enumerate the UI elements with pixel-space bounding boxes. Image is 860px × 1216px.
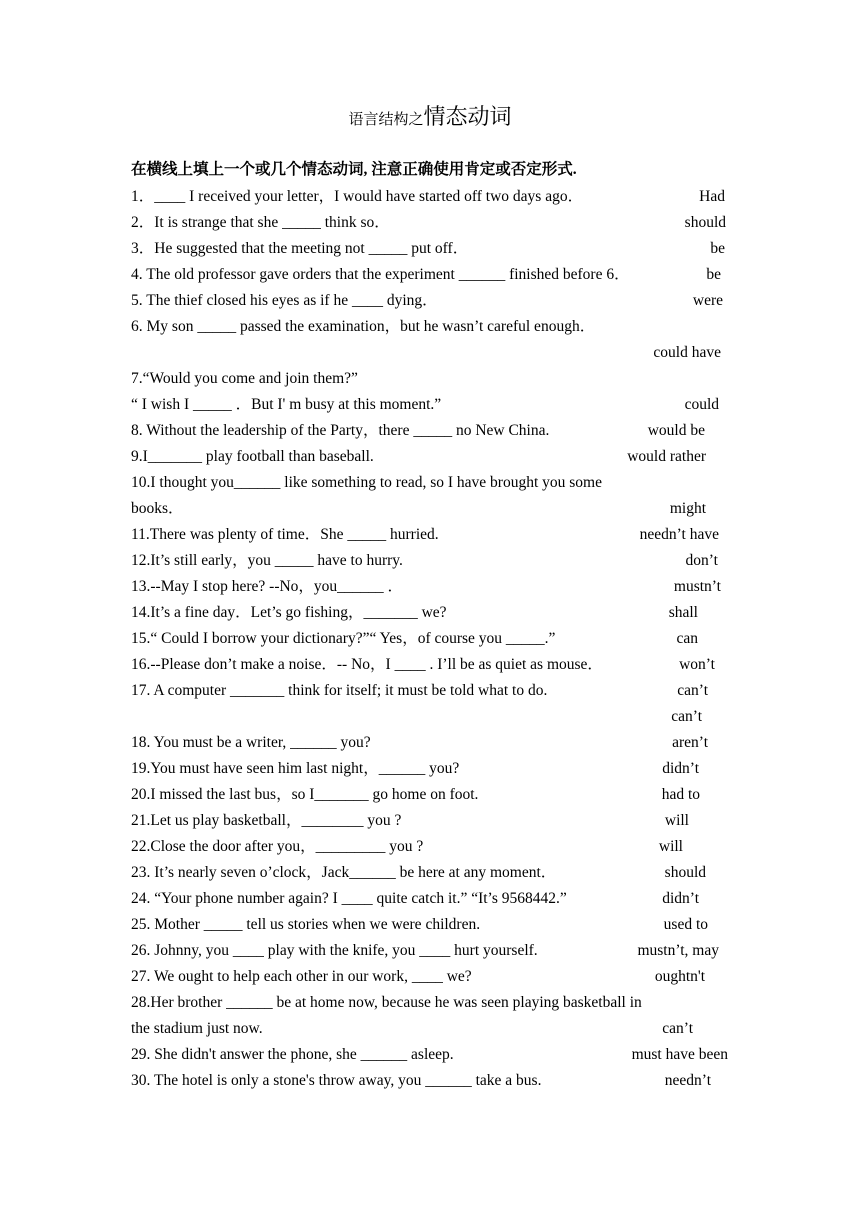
answer-key: should <box>684 214 726 231</box>
answer-key: must have been <box>631 1046 728 1063</box>
answer-key: would be <box>647 422 705 439</box>
exercise-line: 18. You must be a writer, ______ you? <box>131 734 371 751</box>
title-main: 情态动词 <box>423 104 512 129</box>
answer-key: didn’t <box>662 890 699 907</box>
answer-key: would rather <box>627 448 706 465</box>
exercise-line: 3．He suggested that the meeting not _____ put off． <box>131 240 469 257</box>
answer-key: were <box>692 292 723 309</box>
instruction: 在横线上填上一个或几个情态动词, 注意正确使用肯定或否定形式. <box>131 161 577 178</box>
exercise-line: 9.I_______ play football than baseball. <box>131 448 374 465</box>
answer-key: didn’t <box>662 760 699 777</box>
answer-key: mustn’t <box>673 578 721 595</box>
answer-key: will <box>664 812 689 829</box>
answer-key: be <box>706 266 721 283</box>
exercise-line: 28.Her brother ______ be at home now, because he was seen playing basketball in <box>131 994 642 1011</box>
answer-key: won’t <box>679 656 715 673</box>
answer-key: can’t <box>677 682 708 699</box>
title-prefix: 语言结构之 <box>348 112 424 128</box>
answer-key: can <box>676 630 698 647</box>
answer-key: shall <box>668 604 698 621</box>
answer-key: can’t <box>671 708 702 725</box>
exercise-line: 21.Let us play basketball，________ you ? <box>131 812 402 829</box>
exercise-line: 22.Close the door after you，_________ you ? <box>131 838 424 855</box>
answer-key: will <box>658 838 683 855</box>
exercise-line: books． <box>131 500 184 517</box>
answer-key: might <box>669 500 706 517</box>
exercise-line: 27. We ought to help each other in our work, ____ we? <box>131 968 472 985</box>
exercise-line: 5. The thief closed his eyes as if he ____ dying． <box>131 292 438 309</box>
exercise-line: 17. A computer _______ think for itself; it must be told what to do. <box>131 682 548 699</box>
exercise-line: 15.“ Could I borrow your dictionary?”“ Yes，of course you _____.” <box>131 630 556 647</box>
exercise-line: 2．It is strange that she _____ think so． <box>131 214 390 231</box>
answer-key: aren’t <box>672 734 708 751</box>
page-title <box>0 100 860 137</box>
answer-key: Had <box>699 188 725 205</box>
exercise-line: 26. Johnny, you ____ play with the knife, you ____ hurt yourself. <box>131 942 538 959</box>
exercise-line: 4. The old professor gave orders that the experiment ______ finished before 6． <box>131 266 630 283</box>
exercise-line: “ I wish I _____ ．But I' m busy at this moment.” <box>131 396 442 413</box>
answer-key: had to <box>661 786 700 803</box>
answer-key: could <box>684 396 719 413</box>
exercise-line: 24. “Your phone number again? I ____ quite catch it.” “It’s 9568442.” <box>131 890 567 907</box>
answer-key: mustn’t, may <box>637 942 719 959</box>
answer-key: can’t <box>662 1020 693 1037</box>
exercise-line: the stadium just now. <box>131 1020 263 1037</box>
exercise-line: 10.I thought you______ like something to read, so I have brought you some <box>131 474 602 491</box>
exercise-line: 30. The hotel is only a stone's throw away, you ______ take a bus. <box>131 1072 542 1089</box>
answer-key: oughtn't <box>654 968 705 985</box>
exercise-line: 23. It’s nearly seven o’clock，Jack______ be here at any moment． <box>131 864 557 881</box>
exercise-line: 20.I missed the last bus，so I_______ go home on foot. <box>131 786 479 803</box>
exercise-line: 29. She didn't answer the phone, she ______ asleep. <box>131 1046 454 1063</box>
exercise-line: 12.It’s still early，you _____ have to hurry. <box>131 552 403 569</box>
answer-key: used to <box>663 916 708 933</box>
exercise-line: 13.--May I stop here? --No，you______ ． <box>131 578 404 595</box>
answer-key: don’t <box>685 552 718 569</box>
answer-key: needn’t <box>664 1072 711 1089</box>
answer-key: be <box>710 240 725 257</box>
answer-key: could have <box>653 344 721 361</box>
answer-key: needn’t have <box>639 526 719 543</box>
exercise-line: 1．____ I received your letter，I would have started off two days ago． <box>131 188 584 205</box>
exercise-line: 19.You must have seen him last night，______ you? <box>131 760 460 777</box>
exercise-line: 25. Mother _____ tell us stories when we were children. <box>131 916 481 933</box>
exercise-line: 7.“Would you come and join them?” <box>131 370 358 387</box>
exercise-line: 6. My son _____ passed the examination，but he wasn’t careful enough． <box>131 318 596 335</box>
exercise-line: 14.It’s a fine day．Let’s go fishing，_______ we? <box>131 604 447 621</box>
exercise-line: 16.--Please don’t make a noise．-- No，I ____ . I’ll be as quiet as mouse． <box>131 656 603 673</box>
exercise-line: 8. Without the leadership of the Party，there _____ no New China. <box>131 422 550 439</box>
exercise-line: 11.There was plenty of time．She _____ hurried. <box>131 526 439 543</box>
answer-key: should <box>664 864 706 881</box>
